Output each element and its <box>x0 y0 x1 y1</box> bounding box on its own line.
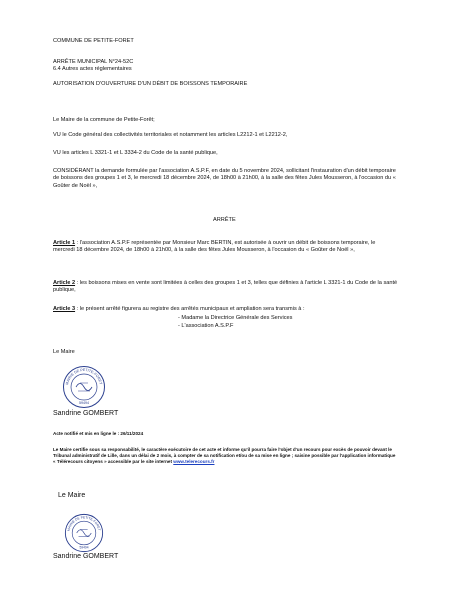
arrete-subject: AUTORISATION D'OUVERTURE D'UN DÉBIT DE BOISSONS TEMPORAIRE <box>53 81 248 87</box>
article-3-label: Article 3 <box>53 306 76 312</box>
article-3 <box>53 306 398 313</box>
telerecours-link[interactable]: www.telerecours.fr <box>173 459 215 464</box>
article-2-label: Article 2 <box>53 280 76 286</box>
svg-text:MAIRIE DE PETITE-FORET <box>67 515 102 531</box>
seal-code: 59494 <box>79 401 89 405</box>
seal-text: MAIRIE DE PETITE-FORET <box>65 367 103 386</box>
seal-code-2: 59494 <box>79 545 89 550</box>
seal-text-2: MAIRIE DE PETITE-FORET <box>66 515 102 532</box>
mairie-seal-icon <box>62 365 106 409</box>
signatory-name: Sandrine GOMBERT <box>53 410 119 417</box>
article-1-text: : l'association A.S.P.F représentée par Monsieur Marc BERTIN, est autorisée à ouvrir un débit de boissons temporaire, le mercredi 18 décembre 2024, de 18h00 à 21h00, à la salle des fêtes Jules Mousseron, à l'occasion du « Goûter de Noël », <box>53 240 376 254</box>
legal-notice-text: Le Maire certifie sous sa responsabilité, le caractère exécutoire de cet acte et informe qu'il pourra faire l'objet d'un recours pour excès de pouvoir devant le Tribunal administratif de Lille, dans un délai de 2 mois, à compter de sa notification et/ou de sa mise en ligne ; saisine possible par l'application informatique « Télérecours citoyens » accessible par le site internet <box>53 447 396 464</box>
commune-name: COMMUNE DE PETITE-FORET <box>53 38 134 44</box>
arrete-category: 6.4 Autres actes réglementaires <box>53 66 132 72</box>
legal-notice <box>53 447 398 465</box>
signature-title: Le Maire <box>53 349 75 355</box>
signatory-name-2: Sandrine GOMBERT <box>53 553 119 560</box>
recipient-dgs: - Madame la Directrice Générale des Services <box>178 315 293 321</box>
article-2-text: : les boissons mises en vente sont limitées à celles des groupes 1 et 3, telles que définies à l'article L 3321-1 du Code de la santé publique, <box>53 280 398 294</box>
mairie-seal-icon-2 <box>64 513 104 553</box>
article-1-label: Article 1 <box>53 240 76 246</box>
maire-intro: Le Maire de la commune de Petite-Forêt; <box>53 117 155 123</box>
arrete-title: ARRÊTE <box>213 217 236 223</box>
online-notice: Acte notifié et mis en ligne le : 26/11/2024 <box>53 431 144 436</box>
vu-cgct: VU le Code général des collectivités territoriales et notamment les articles L2212-1 et L2212-2, <box>53 132 288 138</box>
arrete-number: ARRÊTE MUNICIPAL N°24-52C <box>53 59 134 65</box>
article-1 <box>53 240 398 255</box>
signature-title-2: Le Maire <box>58 492 86 499</box>
article-2 <box>53 280 398 295</box>
article-3-text: : le présent arrêté figurera au registre des arrêtés municipaux et ampliation sera transmis à : <box>75 306 305 312</box>
vu-sante-publique: VU les articles L 3321-1 et L 3334-2 du Code de la santé publique, <box>53 150 218 156</box>
considerant-paragraph: CONSIDÉRANT la demande formulée par l'association A.S.P.F, en date du 5 novembre 2024, sollicitant l'instauration d'un débit temporaire de boissons des groupes 1 et 3, le mercredi 18 décembre 2024, de 18h00 à 21h00, à la salle des fêtes Jules Mousseron, à l'occasion du « Goûter de Noël », <box>53 168 396 189</box>
recipient-aspf: - L'association A.S.P.F <box>178 323 234 329</box>
